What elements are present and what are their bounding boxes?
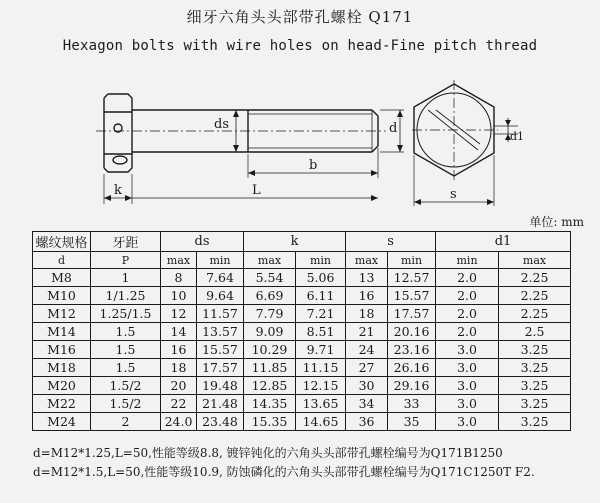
cell-d1-min: 3.0 xyxy=(436,413,499,431)
cell-d1-min: 3.0 xyxy=(436,341,499,359)
label-b: b xyxy=(309,158,318,173)
cell-ds-min: 17.57 xyxy=(197,359,244,377)
note-2: d=M12*1.5,L=50,性能等级10.9, 防蚀磷化的六角头头部带孔螺栓编号为Q171C1250T F2. xyxy=(33,465,535,479)
cell-s-min: 29.16 xyxy=(388,377,436,395)
cell-s-max: 16 xyxy=(346,287,388,305)
cell-k-min: 11.15 xyxy=(296,359,346,377)
label-d: d xyxy=(389,121,398,136)
cell-p: 1.5 xyxy=(91,341,161,359)
table-row xyxy=(33,377,571,395)
cell-ds-max: 16 xyxy=(161,341,197,359)
cell-s-min: 17.57 xyxy=(388,305,436,323)
cell-ds-max: 12 xyxy=(161,305,197,323)
cell-s-min: 23.16 xyxy=(388,341,436,359)
cell-ds-min: 9.64 xyxy=(197,287,244,305)
header-k-min: min xyxy=(296,252,346,269)
cell-k-max: 9.09 xyxy=(244,323,296,341)
cell-ds-max: 22 xyxy=(161,395,197,413)
cell-d: M24 xyxy=(33,413,91,431)
title-chinese: 细牙六角头头部带孔螺栓 Q171 xyxy=(186,8,414,26)
cell-s-min: 12.57 xyxy=(388,269,436,287)
cell-s-max: 27 xyxy=(346,359,388,377)
table-row xyxy=(33,269,571,287)
header-d1-min: min xyxy=(436,252,499,269)
cell-ds-max: 8 xyxy=(161,269,197,287)
cell-d: M20 xyxy=(33,377,91,395)
label-d1: d1 xyxy=(510,130,525,143)
cell-d1-max: 2.5 xyxy=(499,323,571,341)
cell-d1-max: 3.25 xyxy=(499,359,571,377)
cell-d1-min: 3.0 xyxy=(436,377,499,395)
cell-ds-min: 23.48 xyxy=(197,413,244,431)
cell-ds-min: 11.57 xyxy=(197,305,244,323)
note-1: d=M12*1.25,L=50,性能等级8.8, 镀锌钝化的六角头头部带孔螺栓编号为Q171B1250 xyxy=(33,446,503,460)
cell-ds-max: 20 xyxy=(161,377,197,395)
cell-k-min: 9.71 xyxy=(296,341,346,359)
cell-ds-min: 7.64 xyxy=(197,269,244,287)
cell-d: M12 xyxy=(33,305,91,323)
cell-d1-max: 3.25 xyxy=(499,377,571,395)
cell-p: 1.5/2 xyxy=(91,395,161,413)
cell-s-min: 15.57 xyxy=(388,287,436,305)
cell-d1-max: 3.25 xyxy=(499,413,571,431)
cell-k-max: 10.29 xyxy=(244,341,296,359)
header-s-min: min xyxy=(388,252,436,269)
cell-d1-min: 2.0 xyxy=(436,287,499,305)
cell-k-max: 11.85 xyxy=(244,359,296,377)
cell-d1-min: 3.0 xyxy=(436,359,499,377)
cell-p: 1.5 xyxy=(91,359,161,377)
table-row xyxy=(33,323,571,341)
cell-s-max: 18 xyxy=(346,305,388,323)
header-pitch-sub: P xyxy=(91,252,161,269)
cell-d1-max: 2.25 xyxy=(499,305,571,323)
unit-label: 单位: mm xyxy=(529,215,584,229)
cell-k-max: 7.79 xyxy=(244,305,296,323)
cell-s-min: 20.16 xyxy=(388,323,436,341)
header-ds: ds xyxy=(161,232,244,252)
cell-s-min: 26.16 xyxy=(388,359,436,377)
cell-k-max: 5.54 xyxy=(244,269,296,287)
table-row xyxy=(33,395,571,413)
cell-d1-max: 2.25 xyxy=(499,269,571,287)
bolt-drawing xyxy=(0,70,600,210)
cell-s-max: 34 xyxy=(346,395,388,413)
table-row xyxy=(33,341,571,359)
cell-k-max: 12.85 xyxy=(244,377,296,395)
cell-ds-min: 15.57 xyxy=(197,341,244,359)
header-ds-max: max xyxy=(161,252,197,269)
cell-k-max: 14.35 xyxy=(244,395,296,413)
cell-s-min: 35 xyxy=(388,413,436,431)
cell-ds-min: 21.48 xyxy=(197,395,244,413)
cell-d1-max: 3.25 xyxy=(499,341,571,359)
cell-p: 1.5/2 xyxy=(91,377,161,395)
cell-d: M18 xyxy=(33,359,91,377)
header-thread: 螺纹规格 xyxy=(33,232,91,252)
header-s-max: max xyxy=(346,252,388,269)
cell-p: 1/1.25 xyxy=(91,287,161,305)
cell-s-max: 24 xyxy=(346,341,388,359)
cell-s-max: 13 xyxy=(346,269,388,287)
cell-k-min: 7.21 xyxy=(296,305,346,323)
cell-d: M14 xyxy=(33,323,91,341)
cell-ds-min: 19.48 xyxy=(197,377,244,395)
cell-d1-min: 2.0 xyxy=(436,269,499,287)
cell-d1-min: 3.0 xyxy=(436,395,499,413)
label-s: s xyxy=(450,187,457,202)
cell-s-max: 21 xyxy=(346,323,388,341)
label-L: L xyxy=(252,183,261,198)
cell-d: M22 xyxy=(33,395,91,413)
label-ds: ds xyxy=(214,117,229,132)
cell-d: M16 xyxy=(33,341,91,359)
header-d1-max: max xyxy=(499,252,571,269)
title-english: Hexagon bolts with wire holes on head-Fine pitch thread xyxy=(62,38,538,54)
cell-ds-min: 13.57 xyxy=(197,323,244,341)
header-k: k xyxy=(244,232,346,252)
cell-ds-max: 18 xyxy=(161,359,197,377)
cell-d: M10 xyxy=(33,287,91,305)
cell-p: 2 xyxy=(91,413,161,431)
cell-k-min: 5.06 xyxy=(296,269,346,287)
cell-k-min: 13.65 xyxy=(296,395,346,413)
cell-d1-max: 2.25 xyxy=(499,287,571,305)
table-row xyxy=(33,287,571,305)
table-row xyxy=(33,359,571,377)
cell-ds-max: 24.0 xyxy=(161,413,197,431)
cell-s-max: 36 xyxy=(346,413,388,431)
cell-d1-max: 3.25 xyxy=(499,395,571,413)
cell-s-max: 30 xyxy=(346,377,388,395)
cell-d: M8 xyxy=(33,269,91,287)
cell-d1-min: 2.0 xyxy=(436,305,499,323)
cell-ds-max: 14 xyxy=(161,323,197,341)
cell-ds-max: 10 xyxy=(161,287,197,305)
cell-k-min: 12.15 xyxy=(296,377,346,395)
cell-k-min: 8.51 xyxy=(296,323,346,341)
cell-d1-min: 2.0 xyxy=(436,323,499,341)
header-k-max: max xyxy=(244,252,296,269)
header-pitch: 牙距 xyxy=(91,232,161,252)
cell-k-min: 14.65 xyxy=(296,413,346,431)
cell-p: 1.5 xyxy=(91,323,161,341)
cell-k-max: 6.69 xyxy=(244,287,296,305)
cell-p: 1.25/1.5 xyxy=(91,305,161,323)
notes xyxy=(33,444,535,482)
cell-p: 1 xyxy=(91,269,161,287)
table-row xyxy=(33,413,571,431)
header-d1: d1 xyxy=(436,232,571,252)
header-s: s xyxy=(346,232,436,252)
header-thread-sub: d xyxy=(33,252,91,269)
table-row xyxy=(33,305,571,323)
label-k: k xyxy=(114,183,122,198)
cell-k-min: 6.11 xyxy=(296,287,346,305)
cell-s-min: 33 xyxy=(388,395,436,413)
spec-table xyxy=(32,231,571,431)
cell-k-max: 15.35 xyxy=(244,413,296,431)
header-ds-min: min xyxy=(197,252,244,269)
